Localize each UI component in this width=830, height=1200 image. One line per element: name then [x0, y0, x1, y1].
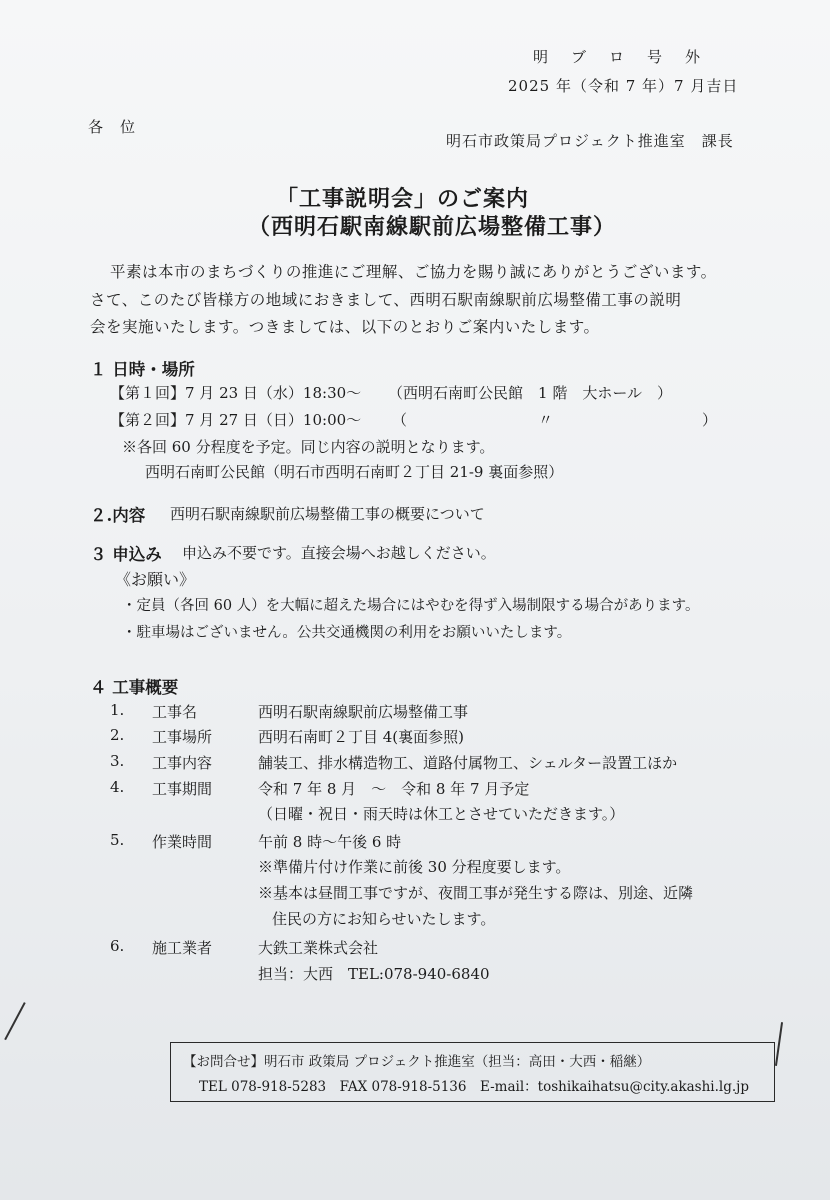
section-4-heading: ４ 工事概要 [90, 678, 179, 697]
request-heading: 《お願い》 [115, 570, 196, 589]
document-date: 2025 年（令和 7 年）7 月吉日 [508, 77, 739, 95]
inquiry-line-2: TEL 078-918-5283 FAX 078-918-5136 E-mail：toshikaihatsu@city.akashi.lg.jp [199, 1079, 749, 1095]
section-3-heading: ３ 申込み [90, 545, 162, 564]
pen-mark-left [4, 1002, 25, 1040]
pen-mark-right [775, 1022, 783, 1066]
addressee: 各 位 [88, 118, 137, 136]
venue-address: 西明石南町公民館（明石市西明石南町２丁目 21-9 裏面参照） [145, 463, 564, 481]
item-6-label: 施工業者 [152, 939, 213, 957]
section-3-text: 申込み不要です。直接会場へお越しください。 [182, 544, 496, 562]
item-5-note-2b: 住民の方にお知らせいたします。 [272, 910, 496, 928]
document-number: 明 ブ ロ 号 外 [533, 48, 705, 66]
session-2-venue-close: ） [702, 411, 718, 429]
session-2-venue-open: （ [392, 411, 408, 429]
item-2-label: 工事場所 [152, 728, 213, 746]
item-3-value: 舗装工、排水構造物工、道路付属物工、シェルター設置工ほか [258, 754, 678, 772]
item-2-value: 西明石南町２丁目 4(裏面参照) [258, 728, 465, 746]
item-2-number: 2. [110, 726, 125, 744]
item-1-label: 工事名 [152, 703, 198, 721]
item-5-value: 午前 8 時～午後 6 時 [258, 833, 402, 851]
item-6-contact: 担当：大西 TEL:078-940-6840 [258, 965, 490, 983]
intro-line-1: 平素は本市のまちづくりの推進にご理解、ご協力を賜り誠にありがとうございます。 [110, 263, 717, 281]
item-1-value: 西明石駅南線駅前広場整備工事 [258, 703, 469, 721]
intro-line-2: さて、このたび皆様方の地域におきまして、西明石駅南線駅前広場整備工事の説明 [90, 291, 682, 309]
item-5-note-2a: ※基本は昼間工事ですが、夜間工事が発生する際は、別途、近隣 [258, 884, 694, 902]
item-5-number: 5. [110, 831, 125, 849]
session-1-datetime: 7 月 23 日（水）18:30～ [185, 384, 362, 402]
item-4-number: 4. [110, 778, 125, 796]
inquiry-line-1: 【お問合せ】明石市 政策局 プロジェクト推進室（担当：高田・大西・稲継） [183, 1054, 651, 1070]
item-4-note: （日曜・祝日・雨天時は休工とさせていただきます。） [258, 805, 625, 823]
request-1: ・定員（各回 60 人）を大幅に超えた場合にはやむを得ず入場制限する場合があります。 [122, 598, 700, 614]
section-2-heading: ２.内容 [90, 506, 146, 525]
item-3-label: 工事内容 [152, 754, 213, 772]
session-1-label: 【第１回】 [110, 384, 186, 402]
item-3-number: 3. [110, 752, 125, 770]
item-6-number: 6. [110, 937, 125, 955]
title-line-1: 「工事説明会」のご案内 [276, 186, 530, 212]
item-6-value: 大鉄工業株式会社 [258, 939, 379, 957]
item-1-number: 1. [110, 701, 125, 719]
item-5-note-1: ※準備片付け作業に前後 30 分程度要します。 [258, 858, 571, 876]
session-2-datetime: 7 月 27 日（日）10:00～ [185, 411, 362, 429]
item-5-label: 作業時間 [152, 833, 213, 851]
intro-line-3: 会を実施いたします。つきましては、以下のとおりご案内いたします。 [90, 318, 600, 336]
item-4-value: 令和 7 年 8 月 ～ 令和 8 年 7 月予定 [258, 780, 530, 798]
sender: 明石市政策局プロジェクト推進室 課長 [446, 132, 734, 150]
session-1-venue: （西明石南町公民館 1 階 大ホール ） [388, 384, 673, 402]
title-line-2: （西明石駅南線駅前広場整備工事） [248, 214, 617, 240]
session-note: ※各回 60 分程度を予定。同じ内容の説明となります。 [122, 438, 495, 456]
section-2-text: 西明石駅南線駅前広場整備工事の概要について [170, 505, 485, 523]
request-2: ・駐車場はございません。公共交通機関の利用をお願いいたします。 [122, 625, 572, 641]
session-2-label: 【第２回】 [110, 411, 186, 429]
inquiry-box [170, 1042, 775, 1102]
session-2-ditto-mark: 〃 [538, 411, 554, 429]
section-1-heading: １ 日時・場所 [90, 360, 195, 379]
item-4-label: 工事期間 [152, 780, 213, 798]
